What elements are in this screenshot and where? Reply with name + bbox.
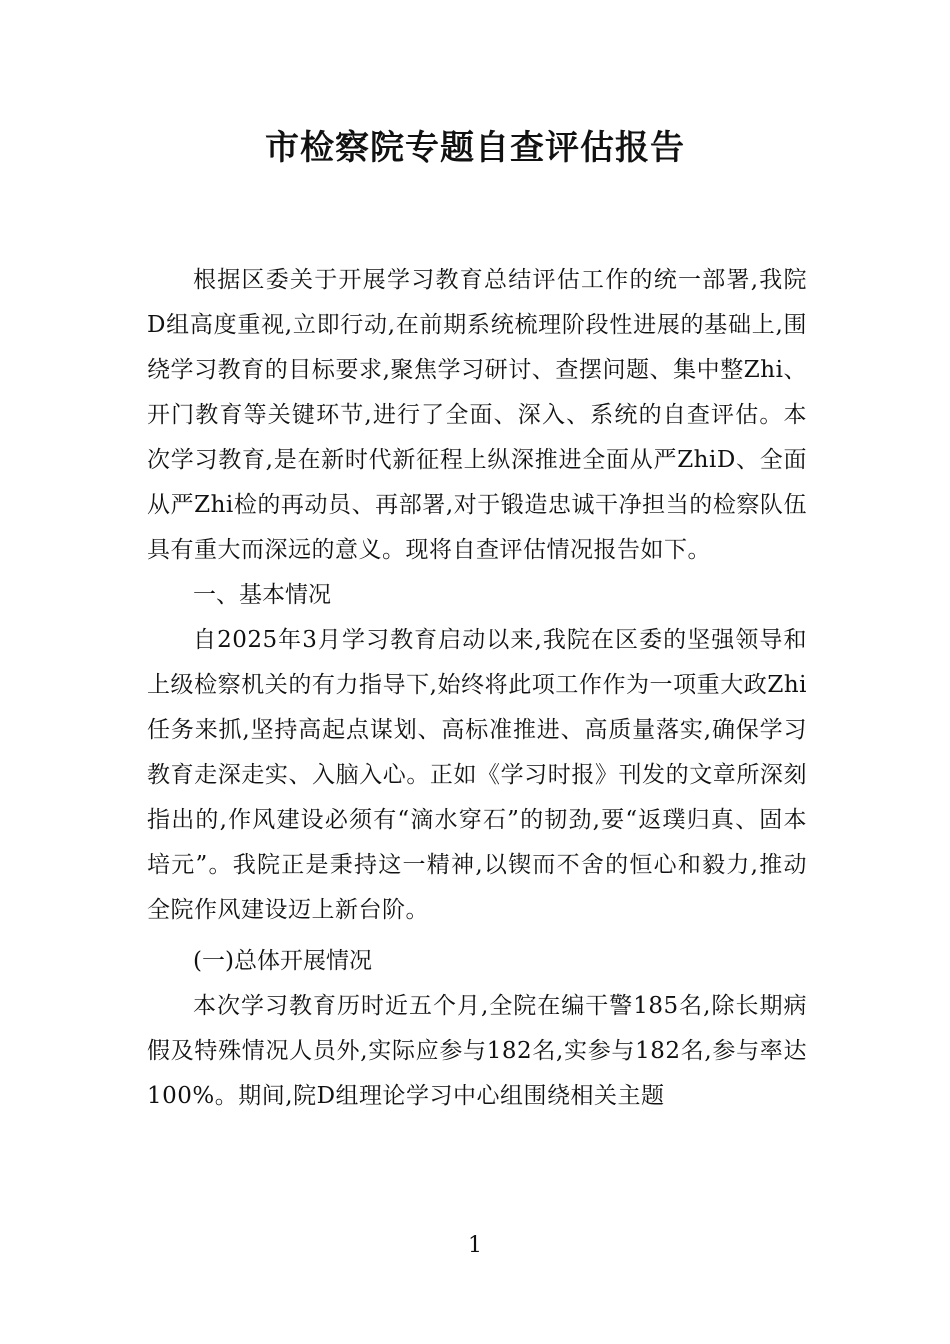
page-number: 1 [468, 1233, 482, 1258]
document-body [147, 258, 807, 1119]
section-heading-basic-situation: 一、基本情况 [193, 582, 331, 608]
subsection-paragraph-overall: 本次学习教育历时近五个月,全院在编干警185名,除长期病假及特殊情况人员外,实际应参与182名,实参与182名,参与率达100%。期间,院D组理论学习中心组围绕相关主题 [147, 993, 807, 1109]
subsection-heading-overall: (一)总体开展情况 [193, 948, 372, 974]
document-title: 市检察院专题自查评估报告 [265, 128, 685, 168]
section-paragraph-basic-situation: 自2025年3月学习教育启动以来,我院在区委的坚强领导和上级检察机关的有力指导下,始终将此项工作作为一项重大政Zhi任务来抓,坚持高起点谋划、高标准推进、高质量落实,确保学习教育走深走实、入脑入心。正如《学习时报》刊发的文章所深刻指出的,作风建设必须有“滴水穿石”的韧劲,要“返璞归真、固本培元”。我院正是秉持这一精神,以锲而不舍的恒心和毅力,推动全院作风建设迈上新台阶。 [147, 627, 807, 923]
intro-paragraph: 根据区委关于开展学习教育总结评估工作的统一部署,我院D组高度重视,立即行动,在前期系统梳理阶段性进展的基础上,围绕学习教育的目标要求,聚焦学习研讨、查摆问题、集中整Zhi、开门教育等关键环节,进行了全面、深入、系统的自查评估。本次学习教育,是在新时代新征程上纵深推进全面从严ZhiD、全面从严Zhi检的再动员、再部署,对于锻造忠诚干净担当的检察队伍具有重大而深远的意义。现将自查评估情况报告如下。 [147, 267, 807, 563]
